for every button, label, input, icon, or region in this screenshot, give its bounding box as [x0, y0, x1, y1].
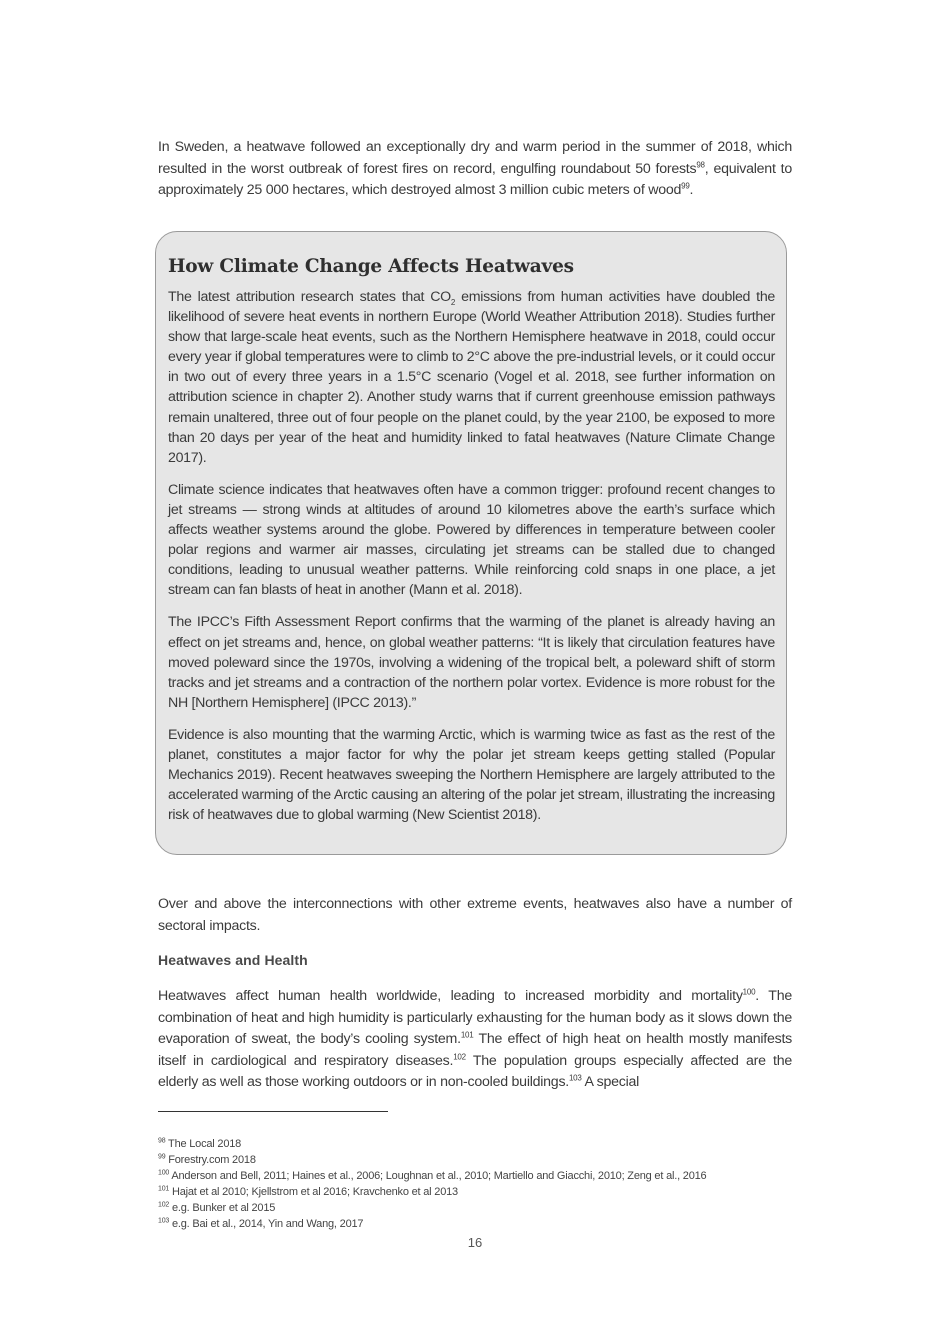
co2-subscript: 2: [450, 297, 456, 307]
section-heading: Heatwaves and Health: [158, 952, 308, 968]
box-paragraph: [168, 287, 775, 468]
footnote-text: Forestry.com 2018: [165, 1154, 256, 1166]
footnote-text: e.g. Bunker et al 2015: [169, 1202, 276, 1214]
footnote: [158, 1152, 792, 1168]
page-number: 16: [467, 1235, 483, 1250]
footnote-ref-101[interactable]: 101: [460, 1030, 474, 1040]
climate-info-box: [155, 231, 787, 855]
box-text: emissions from human activities have doubled the likelihood of severe heat events in northern Europe (World Weather Attribution 2018). Studies further show that large-scale heat events, such as the Northern Hemisphere heatwave in 2018, could occur every year if global temperatures were to climb to 2°C above the pre-industrial levels, or it could occur in two out of every three years in a 1.5°C scenario (Vogel et al. 2018, see further information on attribution science in chapter 2). Another study warns that if current greenhouse emission pathways remain unaltered, three out of four people on the planet could, by the year 2100, be exposed to more than 20 days per year of the heat and humidity linked to fatal heatwaves (Nature Climate Change 2017).: [168, 289, 775, 466]
health-text: The population groups especially affected are the elderly as well as those working outdoors or in non-cooled buildings.: [158, 1052, 792, 1090]
health-paragraph: [158, 986, 792, 1094]
footnote-ref-102[interactable]: 102: [453, 1051, 466, 1061]
footnote-divider: [158, 1111, 388, 1112]
footnote-number: 100: [158, 1169, 170, 1177]
footnote-ref-103[interactable]: 103: [568, 1073, 582, 1083]
box-text: The latest attribution research states that CO: [168, 289, 451, 305]
footnote: [158, 1168, 792, 1184]
footnote-text: e.g. Bai et al., 2014, Yin and Wang, 2017: [169, 1218, 364, 1230]
footnote-ref-99[interactable]: 99: [681, 181, 690, 191]
box-paragraph: Climate science indicates that heatwaves often have a common trigger: profound recent changes to jet streams — strong winds at altitudes of around 10 kilometres above the earth’s surface which affects weather systems around the globe. Powered by differences in temperature between cooler polar regions and warmer air masses, circulating jet streams can be stalled due to changed conditions, leading to unusual weather patterns. While reinforcing cold snaps in one place, a jet stream can fan blasts of heat in another (Mann et al. 2018).: [168, 481, 775, 599]
overview-paragraph: Over and above the interconnections with other extreme events, heatwaves also have a number of sectoral impacts.: [158, 896, 792, 934]
footnote: [158, 1216, 792, 1232]
health-text: The effect of high heat on health mostly manifests itself in cardiological and respiratory diseases.: [158, 1031, 792, 1069]
intro-text: , equivalent to approximately 25 000 hectares, which destroyed almost 3 million cubic meters of wood: [158, 160, 792, 198]
box-title: How Climate Change Affects Heatwaves: [168, 256, 574, 277]
health-text: Heatwaves affect human health worldwide, leading to increased morbidity and mortality: [158, 988, 743, 1004]
footnote-text: The Local 2018: [165, 1138, 242, 1150]
intro-text: .: [689, 182, 694, 198]
footnote-text: Anderson and Bell, 2011; Haines et al., 2006; Loughnan et al., 2010; Martiello and Giacchi, 2010; Zeng et al., 2016: [169, 1170, 707, 1182]
intro-text: In Sweden, a heatwave followed an exceptionally dry and warm period in the summer of 2018, which resulted in the worst outbreak of forest fires on record, engulfing roundabout 50 forests: [158, 139, 792, 177]
footnote-ref-100[interactable]: 100: [742, 987, 756, 997]
footnote-number: 103: [158, 1217, 170, 1225]
footnote-number: 102: [158, 1201, 170, 1209]
footnote-ref-98[interactable]: 98: [696, 159, 705, 169]
box-paragraph: The IPCC’s Fifth Assessment Report confirms that the warming of the planet is already having an effect on jet streams and, hence, on global weather patterns: “It is likely that circulation features have moved poleward since the 1970s, involving a widening of the tropical belt, a poleward shift of storm tracks and jet streams and a contraction of the northern polar vortex. Evidence is more robust for the NH [Northern Hemisphere] (IPCC 2013).”: [168, 614, 775, 711]
footnotes: [158, 1136, 792, 1232]
health-text: . The combination of heat and high humidity is particularly exhausting for the human body as it slows down the evaporation of sweat, the body’s cooling system.: [158, 988, 792, 1047]
footnote: [158, 1136, 792, 1152]
footnote-text: Hajat et al 2010; Kjellstrom et al 2016; Kravchenko et al 2013: [169, 1186, 458, 1198]
box-paragraph: Evidence is also mounting that the warming Arctic, which is warming twice as fast as the rest of the planet, constitutes a major factor for why the polar jet stream keeps getting stalled (Popular Mechanics 2019). Recent heatwaves sweeping the Northern Hemisphere are largely attributed to the accelerated warming of the Arctic causing an altering of the polar jet stream, illustrating the increasing risk of heatwaves due to global warming (New Scientist 2018).: [168, 726, 775, 824]
footnote-number: 99: [158, 1153, 166, 1161]
footnote-number: 101: [158, 1185, 170, 1193]
footnote: [158, 1200, 792, 1216]
intro-paragraph: [158, 137, 792, 202]
health-text: A special: [581, 1074, 640, 1090]
footnote: [158, 1184, 792, 1200]
footnote-number: 98: [158, 1137, 166, 1145]
